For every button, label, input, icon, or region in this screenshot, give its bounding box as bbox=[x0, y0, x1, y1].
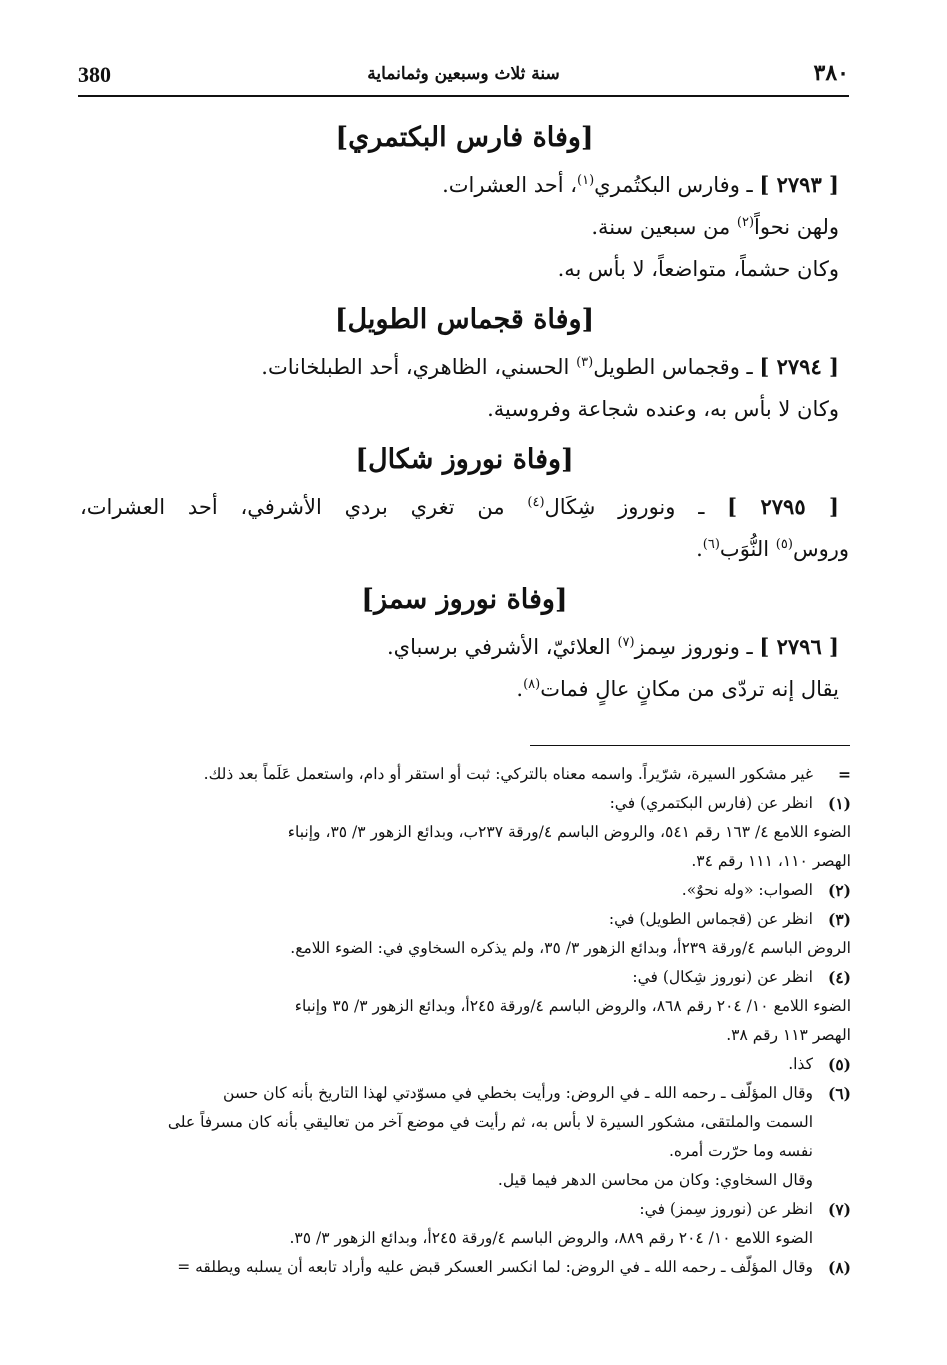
footnote-ref: (٥) bbox=[775, 537, 793, 552]
footnote-ref: (١) bbox=[577, 173, 595, 188]
entry-line: وكان حشماً، متواضعاً، لا بأس به. bbox=[557, 257, 839, 281]
footnote-text: الصواب: «وله نحوٌ». bbox=[681, 881, 813, 899]
entry-text: ـ ونوروز سِمز bbox=[634, 635, 753, 659]
footnote-mark: (٤) bbox=[827, 968, 851, 987]
footnote-ref: (٧) bbox=[617, 635, 635, 650]
entry-text: ـ ونوروز شِكَال bbox=[544, 495, 705, 519]
section-title: [وفاة نوروز سمز] bbox=[361, 584, 568, 615]
running-title: سنة ثلاث وسبعين وثمانماية bbox=[367, 64, 560, 84]
entry-number: [ ٢٧٩٤ ] bbox=[759, 354, 839, 379]
footnote-text: نفسه وما حرّرت أمره. bbox=[668, 1142, 813, 1160]
footnote-ref: (٦) bbox=[702, 537, 720, 552]
entry-text: يقال إنه تردّى من مكانٍ عالٍ فمات bbox=[540, 677, 839, 701]
footnote-ref: (٢) bbox=[736, 215, 755, 230]
footnote-text: وقال المؤلّف ـ رحمه الله ـ في الروض: ورأيت بخطي في مسوّدتي لهذا التاريخ بأنه كان حسن bbox=[223, 1084, 813, 1102]
entry-line bbox=[80, 486, 849, 528]
running-head bbox=[78, 58, 849, 94]
footnote-mark: (٣) bbox=[827, 910, 851, 929]
entry-text: من سبعين سنة. bbox=[591, 215, 737, 239]
footnote-mark: (٧) bbox=[827, 1200, 851, 1219]
footnote-mark: (٢) bbox=[827, 881, 851, 900]
section-title: [وفاة نوروز شكال] bbox=[355, 444, 574, 475]
footnote-text: الضوء اللامع ١٠/ ٢٠٤ رقم ٨٨٩، والروض الباسم ٤/ورقة ٢٤٥أ، وبدائع الزهور ٣/ ٣٥. bbox=[289, 1229, 813, 1247]
page-number-arabic: ٣٨٠ bbox=[813, 60, 849, 86]
footnote-rule bbox=[530, 745, 850, 746]
entry-number: [ ٢٧٩٣ ] bbox=[759, 172, 839, 197]
footnote-mark: (٨) bbox=[827, 1258, 851, 1277]
footnote bbox=[82, 789, 851, 818]
entry-text: الحسني، الظاهري، أحد الطبلخانات. bbox=[261, 355, 577, 379]
header-rule bbox=[78, 95, 849, 97]
entry-text: . bbox=[516, 677, 524, 701]
footnote-text: انظر عن (فارس البكتمري) في: bbox=[609, 794, 813, 812]
entry-text: ، أحد العشرات. bbox=[442, 173, 578, 197]
footnote-ref: (٣) bbox=[576, 355, 594, 370]
entry-text: . bbox=[696, 537, 703, 561]
footnote-mark: (٥) bbox=[827, 1055, 851, 1074]
footnote bbox=[82, 1253, 851, 1282]
entry-text: من تغري بردي الأشرفي، أحد العشرات، bbox=[80, 495, 528, 519]
footnote-text: الضوء اللامع ١٠/ ٢٠٤ رقم ٨٦٨، والروض الباسم ٤/ورقة ٢٤٥أ، وبدائع الزهور ٣/ ٣٥ وإنباء bbox=[294, 997, 851, 1015]
entry-line bbox=[80, 668, 849, 710]
footnote-text: وقال المؤلّف ـ رحمه الله ـ في الروض: لما انكسر العسكر قبض عليه وأراد تابعه أن يسلبه ويطلقه = bbox=[177, 1258, 813, 1276]
entry-line bbox=[80, 206, 849, 248]
footnote bbox=[82, 876, 851, 905]
footnote-ref: (٤) bbox=[527, 495, 545, 510]
entry-line bbox=[80, 626, 849, 668]
footnote-text: السمت والملتقى، مشكور السيرة لا بأس به، ثم رأيت في موضع آخر من تعاليقي بأنه كان مسرفاً على bbox=[167, 1113, 813, 1131]
footnote-ref: (٨) bbox=[523, 677, 541, 692]
entry-text: ـ وفارس البكتُمري bbox=[594, 173, 753, 197]
footnote-mark: (٦) bbox=[827, 1084, 851, 1103]
footnote-text: وقال السخاوي: وكان من محاسن الدهر فيما قيل. bbox=[497, 1171, 813, 1189]
footnote-text: انظر عن (نوروز سِمز) في: bbox=[639, 1200, 813, 1218]
footnote-text: غير مشكور السيرة، شرّيراً. واسمه معناه بالتركي: ثبت أو استقر أو دام، واستعمل عَلَماً بعد ذلك. bbox=[203, 765, 813, 783]
footnote bbox=[82, 760, 851, 789]
entry-line: وكان لا بأس به، وعنده شجاعة وفروسية. bbox=[487, 397, 839, 421]
footnote-text: الهصر ١١٠، ١١١ رقم ٣٤. bbox=[691, 852, 851, 870]
footnote-mark: (١) bbox=[827, 794, 851, 813]
entry-text: ولهن نحواً bbox=[754, 215, 839, 239]
footnote bbox=[82, 1195, 851, 1224]
footnote-text: انظر عن (قجماس الطويل) في: bbox=[608, 910, 813, 928]
footnote-text: الهصر ١١٣ رقم ٣٨. bbox=[726, 1026, 851, 1044]
entry-line bbox=[80, 164, 849, 206]
footnotes bbox=[82, 760, 851, 1282]
footnote bbox=[82, 963, 851, 992]
entry-text: ـ وقجماس الطويل bbox=[593, 355, 753, 379]
footnote bbox=[82, 1079, 851, 1195]
entry-number: [ ٢٧٩٥ ] bbox=[727, 494, 839, 519]
entry-text: النُّوَب bbox=[719, 537, 776, 561]
footnote bbox=[82, 1050, 851, 1079]
entry-line bbox=[80, 346, 849, 388]
footnote-text: انظر عن (نوروز شِكال) في: bbox=[632, 968, 813, 986]
footnote-text: الضوء اللامع ٤/ ١٦٣ رقم ٥٤١، والروض الباسم ٤/ورقة ٢٣٧ب، وبدائع الزهور ٣/ ٣٥، وإنباء bbox=[287, 823, 851, 841]
page-number-latin: 380 bbox=[78, 62, 111, 87]
entry-text: العلائيّ، الأشرفي برسباي. bbox=[386, 635, 618, 659]
footnote-mark: = bbox=[838, 765, 851, 784]
footnote-text: الروض الباسم ٤/ورقة ٢٣٩أ، وبدائع الزهور ٣/ ٣٥، ولم يذكره السخاوي في: الضوء اللامع. bbox=[290, 939, 851, 957]
footnote bbox=[82, 905, 851, 934]
footnote-text: كذا. bbox=[788, 1055, 813, 1073]
section-title: [وفاة قجماس الطويل] bbox=[334, 304, 595, 335]
section-title: [وفاة فارس البكتمري] bbox=[335, 122, 594, 153]
entry-number: [ ٢٧٩٦ ] bbox=[759, 634, 839, 659]
entry-line bbox=[80, 528, 849, 570]
entry-text: وروس bbox=[792, 537, 849, 561]
main-text bbox=[80, 118, 849, 710]
